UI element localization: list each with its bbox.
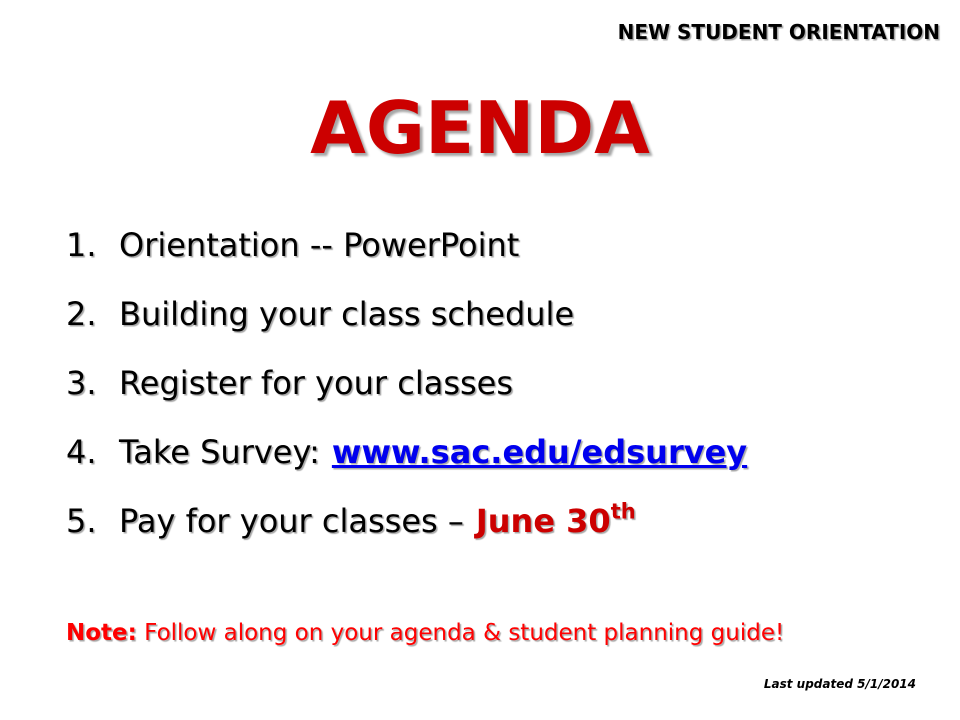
note	[66, 620, 784, 646]
payment-deadline-date: June 30	[475, 502, 611, 540]
page-title: AGENDA	[310, 86, 650, 170]
payment-deadline-suffix: th	[610, 499, 636, 524]
agenda-item-register	[66, 360, 747, 429]
note-text: Follow along on your agenda & student planning guide!	[144, 620, 785, 646]
agenda-item-survey	[66, 429, 747, 498]
agenda-item-number: 3.	[66, 364, 97, 402]
payment-deadline	[476, 498, 636, 544]
last-updated: Last updated 5/1/2014	[763, 677, 916, 691]
agenda-item-text: Pay for your classes –	[119, 502, 464, 540]
agenda-item-text: Take Survey:	[119, 433, 320, 471]
agenda-item-text: Building your class schedule	[119, 295, 575, 333]
agenda-list	[66, 222, 747, 567]
header-label: NEW STUDENT ORIENTATION	[617, 20, 940, 44]
agenda-item-pay	[66, 498, 747, 567]
agenda-item-number: 4.	[66, 433, 97, 471]
note-label: Note:	[66, 620, 137, 646]
agenda-item-number: 1.	[66, 226, 97, 264]
agenda-item-schedule	[66, 291, 747, 360]
agenda-item-orientation	[66, 222, 747, 291]
agenda-item-text: Orientation -- PowerPoint	[119, 226, 520, 264]
agenda-item-number: 5.	[66, 502, 97, 540]
agenda-item-number: 2.	[66, 295, 97, 333]
survey-link[interactable]: www.sac.edu/edsurvey	[331, 433, 748, 471]
agenda-item-text: Register for your classes	[119, 364, 514, 402]
